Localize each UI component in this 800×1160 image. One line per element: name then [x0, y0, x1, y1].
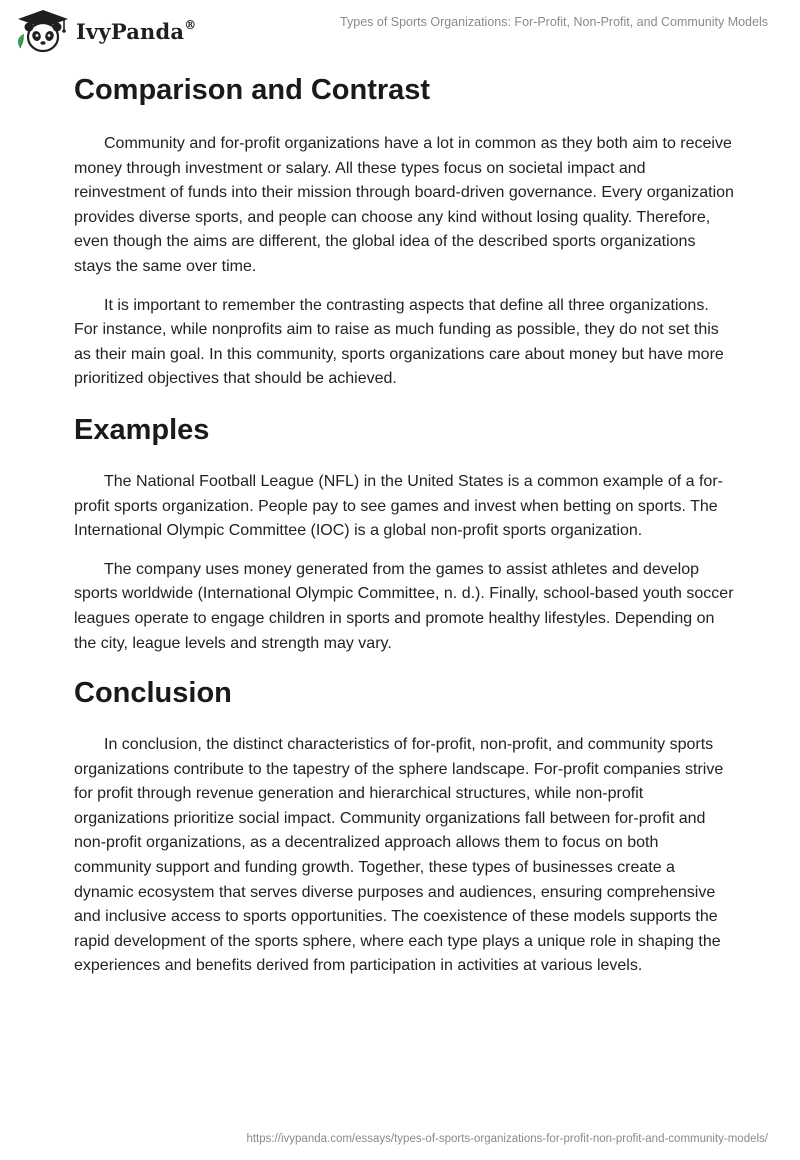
ivypanda-logo[interactable] — [14, 8, 196, 54]
section-conclusion — [74, 673, 734, 979]
brand-name: IvyPanda® — [76, 17, 197, 44]
source-url-link[interactable]: https://ivypanda.com/essays/types-of-sports-organizations-for-profit-non-profit-and-community-models/ — [246, 1133, 768, 1145]
section-heading: Examples — [74, 413, 210, 446]
section-heading: Conclusion — [74, 677, 232, 710]
section-heading: Comparison and Contrast — [74, 74, 431, 106]
page-header — [0, 0, 800, 64]
panda-graduate-icon — [14, 8, 72, 54]
paragraph: The company uses money generated from the games to assist athletes and develop sports worldwide (International Olympic Committee, n. d.). Finally, school-based youth soccer leagues operate to engage children in sports and promote healthy lifestyles. Depending on the city, league levels and strength may vary. — [74, 560, 734, 652]
section-examples — [74, 410, 734, 656]
paragraph: It is important to remember the contrasting aspects that define all three organizations. For instance, while nonprofits aim to raise as much funding as possible, they do not set this as their main goal. In this community, sports organizations care about money but have more prioritized objectives that should be achieved. — [74, 296, 724, 388]
paragraph: In conclusion, the distinct characteristics of for-profit, non-profit, and community sports organizations contribute to the tapestry of the sphere landscape. For-profit companies strive for profit through revenue generation and hierarchical structures, while non-profit organizations prioritize social impact. Community organizations fall between for-profit and non-profit organizations, as a decentralized approach allows them to focus on both community support and funding growth. Together, these types of businesses create a dynamic ecosystem that serves diverse purposes and audiences, ensuring comprehensive and inclusive access to sports opportunities. The coexistence of these models supports the rapid development of the sports sphere, where each type plays a unique role in shaping the experiences and benefits derived from participation in activities at various levels. — [74, 736, 724, 975]
paragraph: The National Football League (NFL) in the United States is a common example of a for-profit sports organization. People pay to see games and invest when betting on sports. The International Olympic Committee (IOC) is a global non-profit sports organization. — [74, 472, 723, 540]
essay-content — [74, 70, 734, 979]
document-title: Types of Sports Organizations: For-Profit, Non-Profit, and Community Models — [340, 15, 768, 29]
section-comparison-and-contrast — [74, 70, 734, 392]
paragraph: Community and for-profit organizations have a lot in common as they both aim to receive money through investment or salary. All these types focus on societal impact and reinvestment of funds into their mission through board-driven governance. Every organization provides diverse sports, and people can choose any kind without losing quality. Therefore, even though the aims are different, the global idea of the described sports organizations stays the same over time. — [74, 135, 734, 275]
